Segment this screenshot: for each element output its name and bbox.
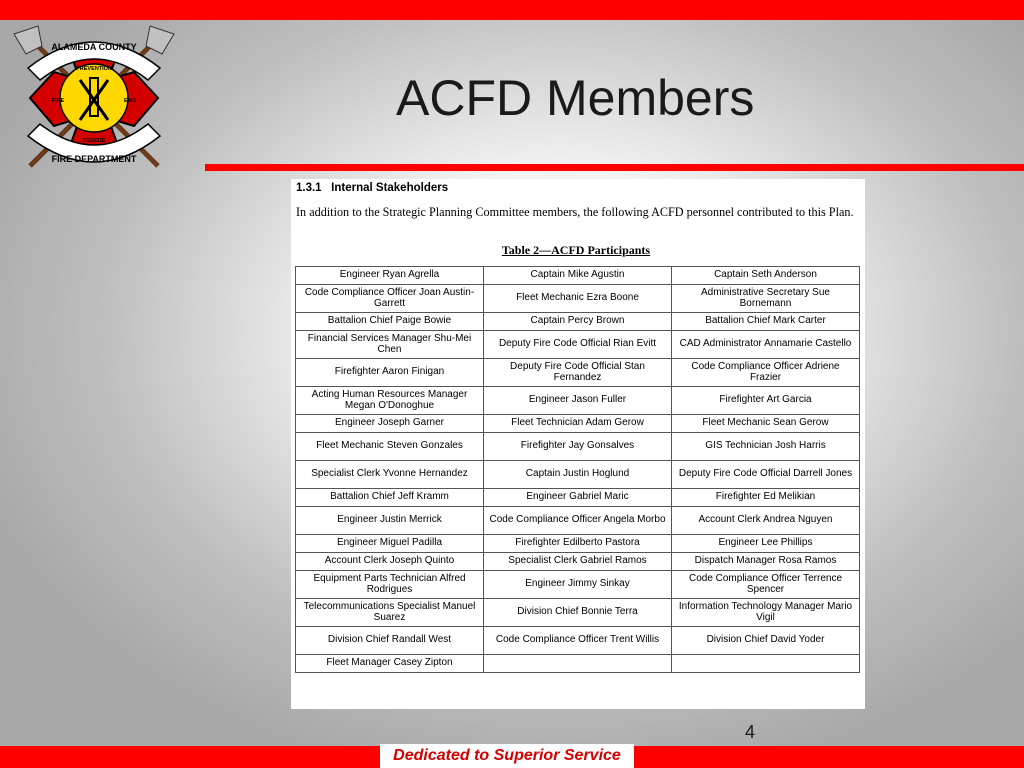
- table-cell: Specialist Clerk Yvonne Hernandez: [296, 461, 484, 489]
- table-cell: Engineer Joseph Garner: [296, 415, 484, 433]
- table-row: [296, 313, 860, 331]
- section-paragraph: In addition to the Strategic Planning Committee members, the following ACFD personnel contributed to this Plan.: [296, 205, 854, 219]
- table-cell: Specialist Clerk Gabriel Ramos: [484, 553, 672, 571]
- tagline-box: [380, 744, 634, 768]
- table-cell: CAD Administrator Annamarie Castello: [672, 331, 860, 359]
- table-cell: Firefighter Ed Melikian: [672, 489, 860, 507]
- table-row: [296, 387, 860, 415]
- table-cell: Acting Human Resources Manager Megan O'Donoghue: [296, 387, 484, 415]
- table-row: [296, 359, 860, 387]
- table-cell: GIS Technician Josh Harris: [672, 433, 860, 461]
- table-cell: Captain Justin Hoglund: [484, 461, 672, 489]
- table-row: [296, 461, 860, 489]
- svg-text:EMS: EMS: [124, 98, 136, 104]
- table-cell: Engineer Miguel Padilla: [296, 535, 484, 553]
- table-cell: Deputy Fire Code Official Rian Evitt: [484, 331, 672, 359]
- table-cell: Firefighter Jay Gonsalves: [484, 433, 672, 461]
- table-row: [296, 535, 860, 553]
- table-cell: Battalion Chief Mark Carter: [672, 313, 860, 331]
- table-cell: Code Compliance Officer Adriene Frazier: [672, 359, 860, 387]
- table-cell: [484, 655, 672, 673]
- table-cell: Division Chief David Yoder: [672, 627, 860, 655]
- table-cell: Account Clerk Andrea Nguyen: [672, 507, 860, 535]
- svg-text:RESCUE: RESCUE: [82, 138, 106, 144]
- table-cell: Firefighter Aaron Finigan: [296, 359, 484, 387]
- title-underline-rule: [205, 164, 1024, 171]
- svg-text:FIRE DEPARTMENT: FIRE DEPARTMENT: [51, 154, 137, 164]
- svg-text:PREVENTION: PREVENTION: [76, 66, 112, 72]
- table-row: [296, 285, 860, 313]
- table-cell: [672, 655, 860, 673]
- table-row: [296, 415, 860, 433]
- table-cell: Captain Percy Brown: [484, 313, 672, 331]
- table-cell: Engineer Ryan Agrella: [296, 267, 484, 285]
- table-cell: Account Clerk Joseph Quinto: [296, 553, 484, 571]
- page-number: 4: [744, 722, 755, 742]
- table-row: [296, 627, 860, 655]
- document-excerpt: [291, 179, 865, 709]
- svg-text:FIRE: FIRE: [51, 98, 65, 104]
- table-cell: Telecommunications Specialist Manuel Suarez: [296, 599, 484, 627]
- table-cell: Code Compliance Officer Terrence Spencer: [672, 571, 860, 599]
- table-cell: Engineer Lee Phillips: [672, 535, 860, 553]
- table-cell: Deputy Fire Code Official Darrell Jones: [672, 461, 860, 489]
- table-row: [296, 507, 860, 535]
- table-cell: Financial Services Manager Shu-Mei Chen: [296, 331, 484, 359]
- table-cell: Fleet Mechanic Sean Gerow: [672, 415, 860, 433]
- table-cell: Firefighter Art Garcia: [672, 387, 860, 415]
- table-cell: Fleet Technician Adam Gerow: [484, 415, 672, 433]
- table-row: [296, 433, 860, 461]
- table-row: [296, 489, 860, 507]
- table-cell: Fleet Mechanic Steven Gonzales: [296, 433, 484, 461]
- alameda-county-fire-logo: [8, 24, 180, 176]
- table-row: [296, 655, 860, 673]
- table-caption-text: Table 2—ACFD Participants: [501, 243, 651, 257]
- table-cell: Engineer Gabriel Maric: [484, 489, 672, 507]
- table-cell: Firefighter Edilberto Pastora: [484, 535, 672, 553]
- table-cell: Engineer Justin Merrick: [296, 507, 484, 535]
- table-row: [296, 267, 860, 285]
- table-cell: Engineer Jimmy Sinkay: [484, 571, 672, 599]
- svg-text:ALAMEDA COUNTY: ALAMEDA COUNTY: [51, 42, 137, 52]
- table-cell: Engineer Jason Fuller: [484, 387, 672, 415]
- top-accent-bar: [0, 0, 1024, 20]
- table-cell: Battalion Chief Paige Bowie: [296, 313, 484, 331]
- table-cell: Division Chief Randall West: [296, 627, 484, 655]
- table-cell: Battalion Chief Jeff Kramm: [296, 489, 484, 507]
- table-cell: Dispatch Manager Rosa Ramos: [672, 553, 860, 571]
- participants-table: [295, 266, 860, 673]
- table-cell: Captain Mike Agustin: [484, 267, 672, 285]
- table-row: [296, 599, 860, 627]
- table-caption: [291, 243, 861, 258]
- section-heading: 1.3.1 Internal Stakeholders: [296, 182, 449, 194]
- table-cell: Code Compliance Officer Angela Morbo: [484, 507, 672, 535]
- table-cell: Division Chief Bonnie Terra: [484, 599, 672, 627]
- table-cell: Captain Seth Anderson: [672, 267, 860, 285]
- tagline: Dedicated to Superior Service: [393, 747, 621, 764]
- table-row: [296, 331, 860, 359]
- table-row: [296, 553, 860, 571]
- table-cell: Equipment Parts Technician Alfred Rodrigues: [296, 571, 484, 599]
- table-cell: Code Compliance Officer Trent Willis: [484, 627, 672, 655]
- table-cell: Fleet Manager Casey Zipton: [296, 655, 484, 673]
- table-cell: Deputy Fire Code Official Stan Fernandez: [484, 359, 672, 387]
- table-cell: Code Compliance Officer Joan Austin-Garrett: [296, 285, 484, 313]
- slide-title: ACFD Members: [396, 70, 755, 126]
- table-cell: Administrative Secretary Sue Bornemann: [672, 285, 860, 313]
- table-cell: Information Technology Manager Mario Vigil: [672, 599, 860, 627]
- table-row: [296, 571, 860, 599]
- table-cell: Fleet Mechanic Ezra Boone: [484, 285, 672, 313]
